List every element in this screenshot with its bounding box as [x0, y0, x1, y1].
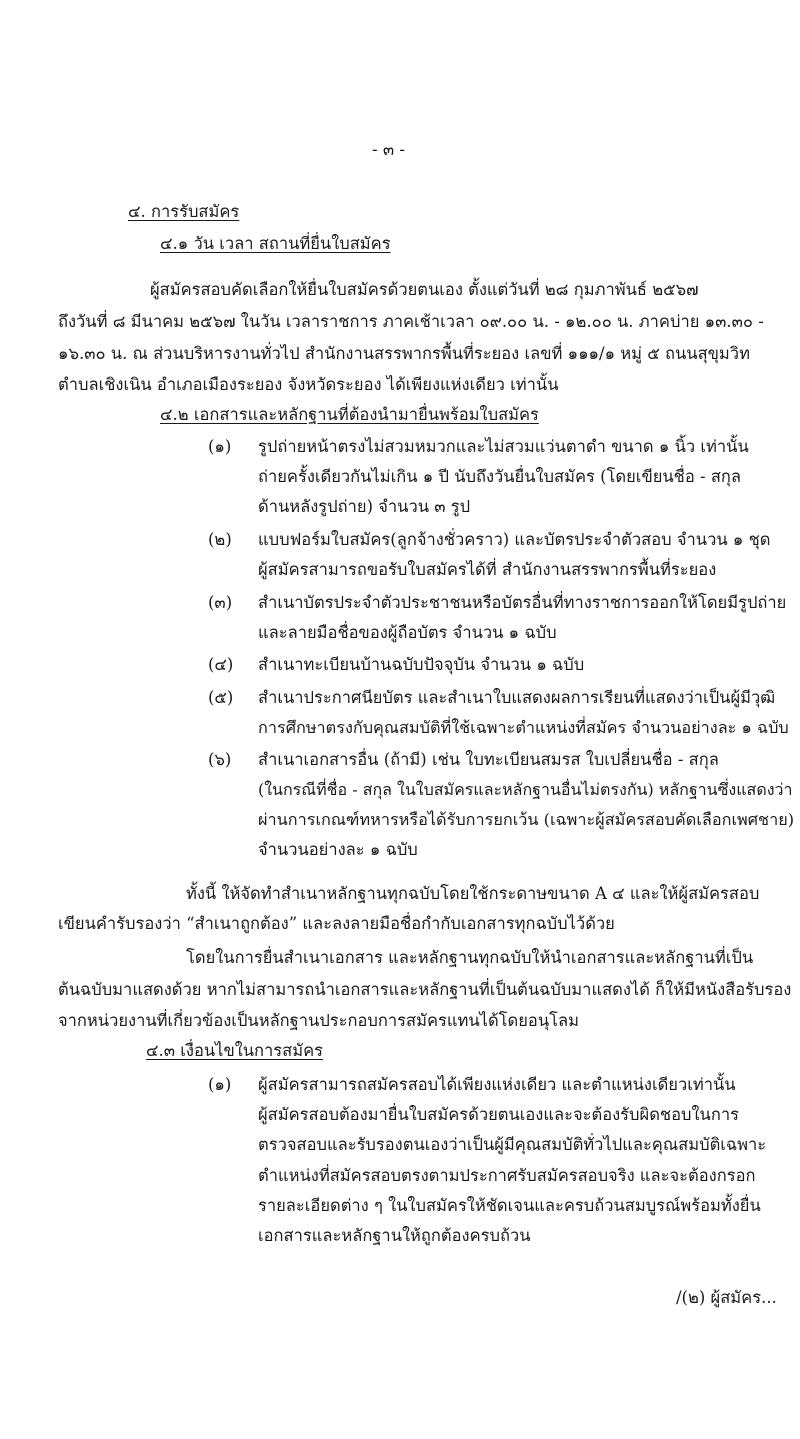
list-item-line: รายละเอียดต่าง ๆ ในใบสมัครให้ชัดเจนและครบถ้วนสมบูรณ์พร้อมทั้งยื่น: [258, 1196, 761, 1215]
paragraph-line: ๑๖.๓๐ น. ณ ส่วนบริหารงานทั่วไป สำนักงานสรรพากรพื้นที่ระยอง เลขที่ ๑๑๑/๑ หมู่ ๕ ถนนสุขุมวิท: [58, 344, 750, 363]
list-item-line: สำเนาเอกสารอื่น (ถ้ามี) เช่น ใบทะเบียนสมรส ใบเปลี่ยนชื่อ - สกุล: [258, 750, 719, 769]
subsection-heading-4-1: ๔.๑ วัน เวลา สถานที่ยื่นใบสมัคร: [160, 234, 391, 253]
section-heading-4: ๔. การรับสมัคร: [128, 202, 240, 221]
list-item-line: (ในกรณีที่ชื่อ - สกุล ในใบสมัครและหลักฐานอื่นไม่ตรงกัน) หลักฐานซึ่งแสดงว่า: [258, 780, 793, 799]
list-item-line: ตำแหน่งที่สมัครสอบตรงตามประกาศรับสมัครสอบจริง และจะต้องกรอก: [258, 1166, 756, 1185]
list-item-line: และลายมือชื่อของผู้ถือบัตร จำนวน ๑ ฉบับ: [258, 623, 557, 642]
paragraph-line: จากหน่วยงานที่เกี่ยวข้องเป็นหลักฐานประกอบการสมัครแทนได้โดยอนุโลม: [58, 1011, 579, 1030]
list-item-line: แบบฟอร์มใบสมัคร(ลูกจ้างชั่วคราว) และบัตรประจำตัวสอบ จำนวน ๑ ชุด: [258, 530, 771, 549]
list-item-line: ผู้สมัครสามารถขอรับใบสมัครได้ที่ สำนักงานสรรพากรพื้นที่ระยอง: [258, 560, 717, 579]
list-item-number: (๕): [208, 688, 234, 707]
list-item-line: สำเนาทะเบียนบ้านฉบับปัจจุบัน จำนวน ๑ ฉบับ: [258, 655, 585, 674]
subsection-heading-4-2: ๔.๒ เอกสารและหลักฐานที่ต้องนำมายื่นพร้อมใบสมัคร: [160, 405, 539, 424]
list-item-line: เอกสารและหลักฐานให้ถูกต้องครบถ้วน: [258, 1226, 531, 1245]
paragraph-line: เขียนคำรับรองว่า “สำเนาถูกต้อง” และลงลายมือชื่อกำกับเอกสารทุกฉบับไว้ด้วย: [58, 914, 615, 933]
list-item-number: (๖): [208, 750, 232, 769]
paragraph-line: ผู้สมัครสอบคัดเลือกให้ยื่นใบสมัครด้วยตนเอง ตั้งแต่วันที่ ๒๘ กุมภาพันธ์ ๒๕๖๗: [150, 280, 699, 299]
list-item-number: (๑): [208, 1075, 232, 1094]
list-item-line: ผ่านการเกณฑ์ทหารหรือได้รับการยกเว้น (เฉพาะผู้สมัครสอบคัดเลือกเพศชาย): [258, 810, 795, 829]
list-item-line: รูปถ่ายหน้าตรงไม่สวมหมวกและไม่สวมแว่นตาดำ ขนาด ๑ นิ้ว เท่านั้น: [258, 437, 749, 456]
list-item-line: สำเนาประกาศนียบัตร และสำเนาใบแสดงผลการเรียนที่แสดงว่าเป็นผู้มีวุฒิ: [258, 688, 776, 707]
list-item-line: สำเนาบัตรประจำตัวประชาชนหรือบัตรอื่นที่ทางราชการออกให้โดยมีรูปถ่าย: [258, 593, 787, 612]
paragraph-line: ต้นฉบับมาแสดงด้วย หากไม่สามารถนำเอกสารและหลักฐานที่เป็นต้นฉบับมาแสดงได้ ก็ให้มีหนังสือรับรอง: [58, 980, 792, 999]
list-item-line: จำนวนอย่างละ ๑ ฉบับ: [258, 840, 418, 859]
paragraph-line: ทั้งนี้ ให้จัดทำสำเนาหลักฐานทุกฉบับโดยใช้กระดาษขนาด A ๔ และให้ผู้สมัครสอบ: [186, 884, 760, 903]
list-item-number: (๒): [208, 530, 232, 549]
list-item-number: (๓): [208, 593, 233, 612]
list-item-line: การศึกษาตรงกับคุณสมบัติที่ใช้เฉพาะตำแหน่งที่สมัคร จำนวนอย่างละ ๑ ฉบับ: [258, 718, 789, 737]
page-continuation: /(๒) ผู้สมัคร...: [676, 1288, 777, 1307]
subsection-heading-4-3: ๔.๓ เงื่อนไขในการสมัคร: [146, 1041, 324, 1060]
list-item-line: ถ่ายครั้งเดียวกันไม่เกิน ๑ ปี นับถึงวันยื่นใบสมัคร (โดยเขียนชื่อ - สกุล: [258, 467, 742, 486]
list-item-number: (๔): [208, 655, 234, 674]
list-item-line: ตรวจสอบและรับรองตนเองว่าเป็นผู้มีคุณสมบัติทั่วไปและคุณสมบัติเฉพาะ: [258, 1135, 767, 1154]
list-item-line: ด้านหลังรูปถ่าย) จำนวน ๓ รูป: [258, 497, 471, 516]
list-item-line: ผู้สมัครสามารถสมัครสอบได้เพียงแห่งเดียว และตำแหน่งเดียวเท่านั้น: [258, 1075, 736, 1094]
paragraph-line: ตำบลเชิงเนิน อำเภอเมืองระยอง จังหวัดระยอง ได้เพียงแห่งเดียว เท่านั้น: [58, 375, 559, 394]
list-item-line: ผู้สมัครสอบต้องมายื่นใบสมัครด้วยตนเองและจะต้องรับผิดชอบในการ: [258, 1105, 739, 1124]
paragraph-line: โดยในการยื่นสำเนาเอกสาร และหลักฐานทุกฉบับให้นำเอกสารและหลักฐานที่เป็น: [186, 948, 754, 967]
page-number: - ๓ -: [372, 140, 405, 159]
list-item-number: (๑): [208, 437, 232, 456]
paragraph-line: ถึงวันที่ ๘ มีนาคม ๒๕๖๗ ในวัน เวลาราชการ ภาคเช้าเวลา ๐๙.๐๐ น. - ๑๒.๐๐ น. ภาคบ่าย ๑๓.๓๐ -: [58, 312, 764, 331]
